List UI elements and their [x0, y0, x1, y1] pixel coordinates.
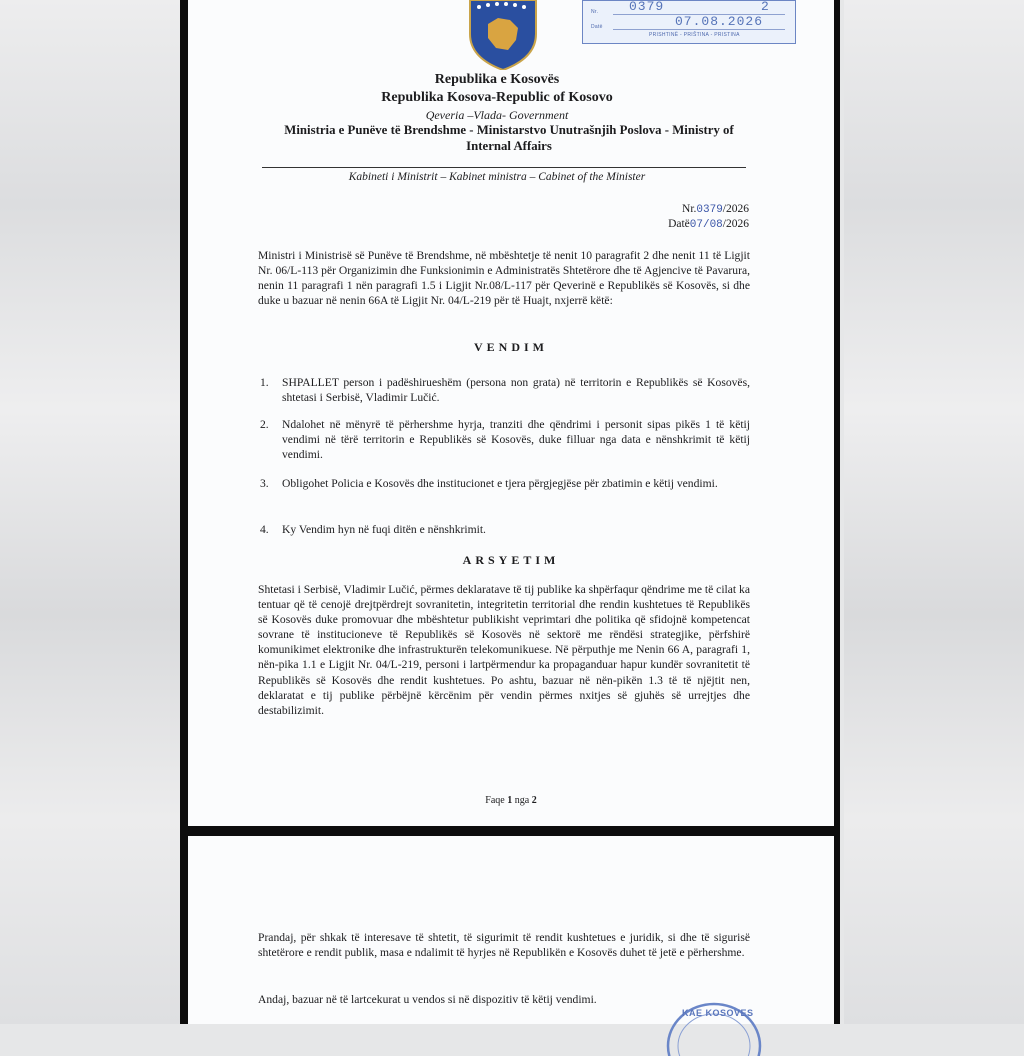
reference-date: Datë07/08/2026 [668, 218, 749, 231]
stamp-number-suffix: 2 [761, 0, 770, 14]
stamp-location: PRISHTINË - PRIŠTINA - PRISTINA [649, 32, 740, 38]
background-left [0, 0, 180, 1024]
stamp-number: 0379 [629, 0, 665, 14]
background-right [844, 0, 1024, 1024]
official-seal-icon [664, 996, 764, 1056]
final-paragraph: Andaj, bazuar në të lartcekurat u vendos si në dispozitiv të këtij vendimi. [258, 993, 597, 1006]
header-divider [262, 167, 746, 168]
conclusion-paragraph: Prandaj, për shkak të interesave të shtetit, të sigurimit të rendit kushtetues e juridik, si dhe të sigurisë shtetërore e rendit publik, masa e ndalimit të hyrjes në Republikën e Kosovës duhet të jetë e përhershme. [258, 931, 750, 960]
document-page-1: Nr. 0379 2 Datë 07.08.2026 PRISHTINË - PRIŠTINA - PRISTINA Republika e Kosovës Republika Kosova-Republic of Kosovo Qeveria –Vlada- Government Ministria e Punëve të Brendshme - Ministarstvo Unutrašnjih Poslova - Ministry of Internal Affairs Kabineti i Ministrit – Kabinet ministra – Cabinet of the Minister Nr.0379/2026 Datë07/08/2026 Ministri i Ministrisë së Punëve të Brendshme, në mbështetje të nenit 10 paragrafit 2 dhe nenit 11 të Ligjit Nr. 06/L-113 për Organizimin dhe Funksionimin e Administratës Shtetërore dhe të Agjencive të Pavarura, nenin 11 paragrafi 1 nën paragrafi 1.5 i Ligjit Nr.08/L-117 për Qeverinë e Republikës së Kosovës, si dhe duke u bazuar në nenin 66A të Ligjit Nr. 04/L-219 për të Huajt, nxjerrë këtë: VENDIM 1. SHPALLET person i padëshirueshëm (persona non grata) në territorin e Republikës së Kosovës, shtetasi i Serbisë, Vladimir Lučić. 2. Ndalohet në mënyrë të përhershme hyrja, tranziti dhe qëndrimi i personit sipas pikës 1 të këtij vendimi në tërë territorin e Republikës së Kosovës, duke filluar nga data e nënshkrimit të këtij vendimi. 3. Obligohet Policia e Kosovës dhe institucionet e tjera përgjegjëse për zbatimin e këtij vendimi. 4. Ky Vendim hyn në fuqi ditën e nënshkrimit. ARSYETIM Shtetasi i Serbisë, Vladimir Lučić, përmes deklaratave të tij publike ka shpërfaqur qëndrime me të cilat ka tentuar që të cenojë drejtpërdrejt sovranitetin, integritetin territorial dhe rendin kushtetues të Republikës së Kosovës duke promovuar dhe mbështetur publikisht veprimtari dhe politika që sfidojnë kompetencat sovrane të institucioneve të Republikës së Kosovës në sektorë me rëndësi strategjike, përfshirë komunikimet elektronike dhe infrastrukturën telekomunikuese. Në përputhje me Nenin 66 A, paragrafi 1, nën-pika 1.1 e Ligjit Nr. 04/L-219, personi i lartpërmendur ka propaganduar hapur kundër sovranitetit të Republikës së Kosovës dhe rendit kushtetues. Po ashtu, bazuar në nën-pikën 1.3 të të njëjtit nen, deklaratat e tij publike përbëjnë kërcënim për vendin përmes nxitjes së gjuhës së urrejtjes dhe destabilizimit. Faqe 1 nga 2 [188, 0, 834, 826]
seal-text: KAE KOSOVES [682, 1008, 754, 1018]
document-page-2 [188, 836, 834, 1024]
page-footer: Faqe 1 nga 2 [485, 795, 537, 806]
header-government: Qeveria –Vlada- Government [425, 108, 569, 122]
preamble-paragraph: Ministri i Ministrisë së Punëve të Brendshme, në mbështetje të nenit 10 paragrafit 2 dhe nenit 11 të Ligjit Nr. 06/L-113 për Organizimin dhe Funksionimin e Administratës Shtetërore dhe të Agjencive të Pavarura, nenin 11 paragrafi 1 nën paragrafi 1.5 i Ligjit Nr.08/L-117 për Qeverinë e Republikës së Kosovës, si dhe duke u bazuar në nenin 66A të Ligjit Nr. 04/L-219 për të Huajt, nxjerrë këtë: [258, 249, 750, 308]
reasoning-paragraph: Shtetasi i Serbisë, Vladimir Lučić, përmes deklaratave të tij publike ka shpërfaqur qëndrime me të cilat ka tentuar që të cenojë drejtpërdrejt sovranitetin, integritetin territorial dhe rendin kushtetues të Republikës së Kosovës duke promovuar dhe mbështetur publikisht veprimtari dhe politika që sfidojnë kompetencat sovrane të institucioneve të Republikës së Kosovës në sektorë me rëndësi strategjike, përfshirë komunikimet elektronike dhe infrastrukturën telekomunikuese. Në përputhje me Nenin 66 A, paragrafi 1, nën-pika 1.1 e Ligjit Nr. 04/L-219, personi i lartpërmendur ka propaganduar hapur kundër sovranitetit të Republikës së Kosovës dhe rendit kushtetues. Po ashtu, bazuar në nën-pikën 1.3 të të njëjtit nen, deklaratat e tij publike përbëjnë kërcënim për vendin përmes nxitjes së gjuhës së urrejtjes dhe destabilizimit. [258, 583, 750, 717]
header-republic-al: Republika e Kosovës [434, 72, 560, 87]
stamp-date: 07.08.2026 [675, 14, 764, 29]
header-cabinet: Kabineti i Ministrit – Kabinet ministra – Cabinet of the Minister [348, 171, 646, 183]
decision-heading: VENDIM [474, 340, 548, 354]
header-ministry: Ministria e Punëve të Brendshme - Ministarstvo Unutrašnjih Poslova - Ministry of Internal Affairs [284, 123, 734, 153]
kosovo-coat-of-arms-icon [466, 0, 540, 70]
reasoning-heading: ARSYETIM [462, 553, 560, 567]
registry-stamp: Nr. 0379 2 Datë 07.08.2026 PRISHTINË - PRIŠTINA - PRISTINA [582, 0, 796, 44]
header-republic-multilingual: Republika Kosova-Republic of Kosovo [381, 90, 613, 105]
reference-number: Nr.0379/2026 [682, 203, 749, 216]
